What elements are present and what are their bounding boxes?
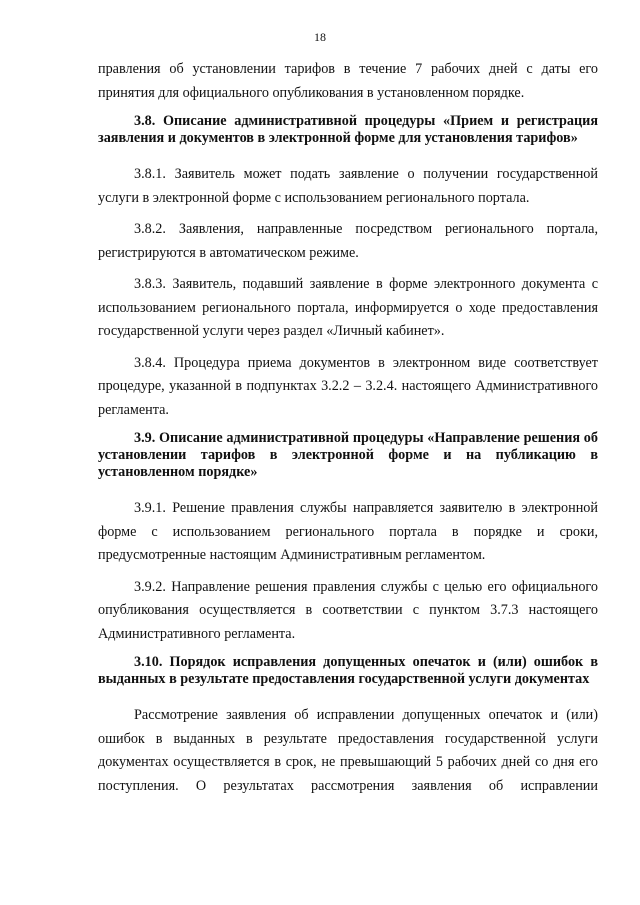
paragraph-3-8-4: 3.8.4. Процедура приема документов в электронном виде соответствует процедуре, указанной в подпунктах 3.2.2 – 3.2.4. настоящего Административного регламента. [98,354,598,418]
heading-3-10: 3.10. Порядок исправления допущенных опечаток и (или) ошибок в выданных в результате предоставления государственной услуги документах [98,654,598,687]
heading-3-8: 3.8. Описание административной процедуры «Прием и регистрация заявления и документов в электронной форме для установления тарифов» [98,113,598,146]
paragraph-3-8-3: 3.8.3. Заявитель, подавший заявление в форме электронного документа с использованием регионального портала, информируется о ходе предоставления государственной услуги через раздел «Личный кабинет». [98,276,598,339]
page-number: 18 [314,30,326,44]
heading-3-9: 3.9. Описание административной процедуры «Направление решения об установлении тарифов в электронной форме и на публикацию в установленном порядке» [98,430,598,480]
paragraph-intro: правления об установлении тарифов в течение 7 рабочих дней с даты его принятия для официального опубликования в установленном порядке. [98,61,598,101]
paragraph-3-8-1: 3.8.1. Заявитель может подать заявление о получении государственной услуги в электронной форме с использованием регионального портала. [98,166,598,206]
document-body [98,58,598,798]
paragraph-3-9-1: 3.9.1. Решение правления службы направляется заявителю в электронной форме с использованием регионального портала в порядке и сроки, предусмотренные настоящим Административным регламентом. [98,500,598,563]
paragraph-3-9-2: 3.9.2. Направление решения правления службы с целью его официального опубликования осуществляется в соответствии с пунктом 3.7.3 настоящего Административного регламента. [98,578,598,642]
paragraph-3-10: Рассмотрение заявления об исправлении допущенных опечаток и (или) ошибок в выданных в результате предоставления государственной услуги документах осуществляется в срок, не превышающий 5 рабочих дней со дня его поступления. О результатах рассмотрения заявления об исправлении [98,707,598,794]
paragraph-3-8-2: 3.8.2. Заявления, направленные посредством регионального портала, регистрируются в автоматическом режиме. [98,221,598,261]
